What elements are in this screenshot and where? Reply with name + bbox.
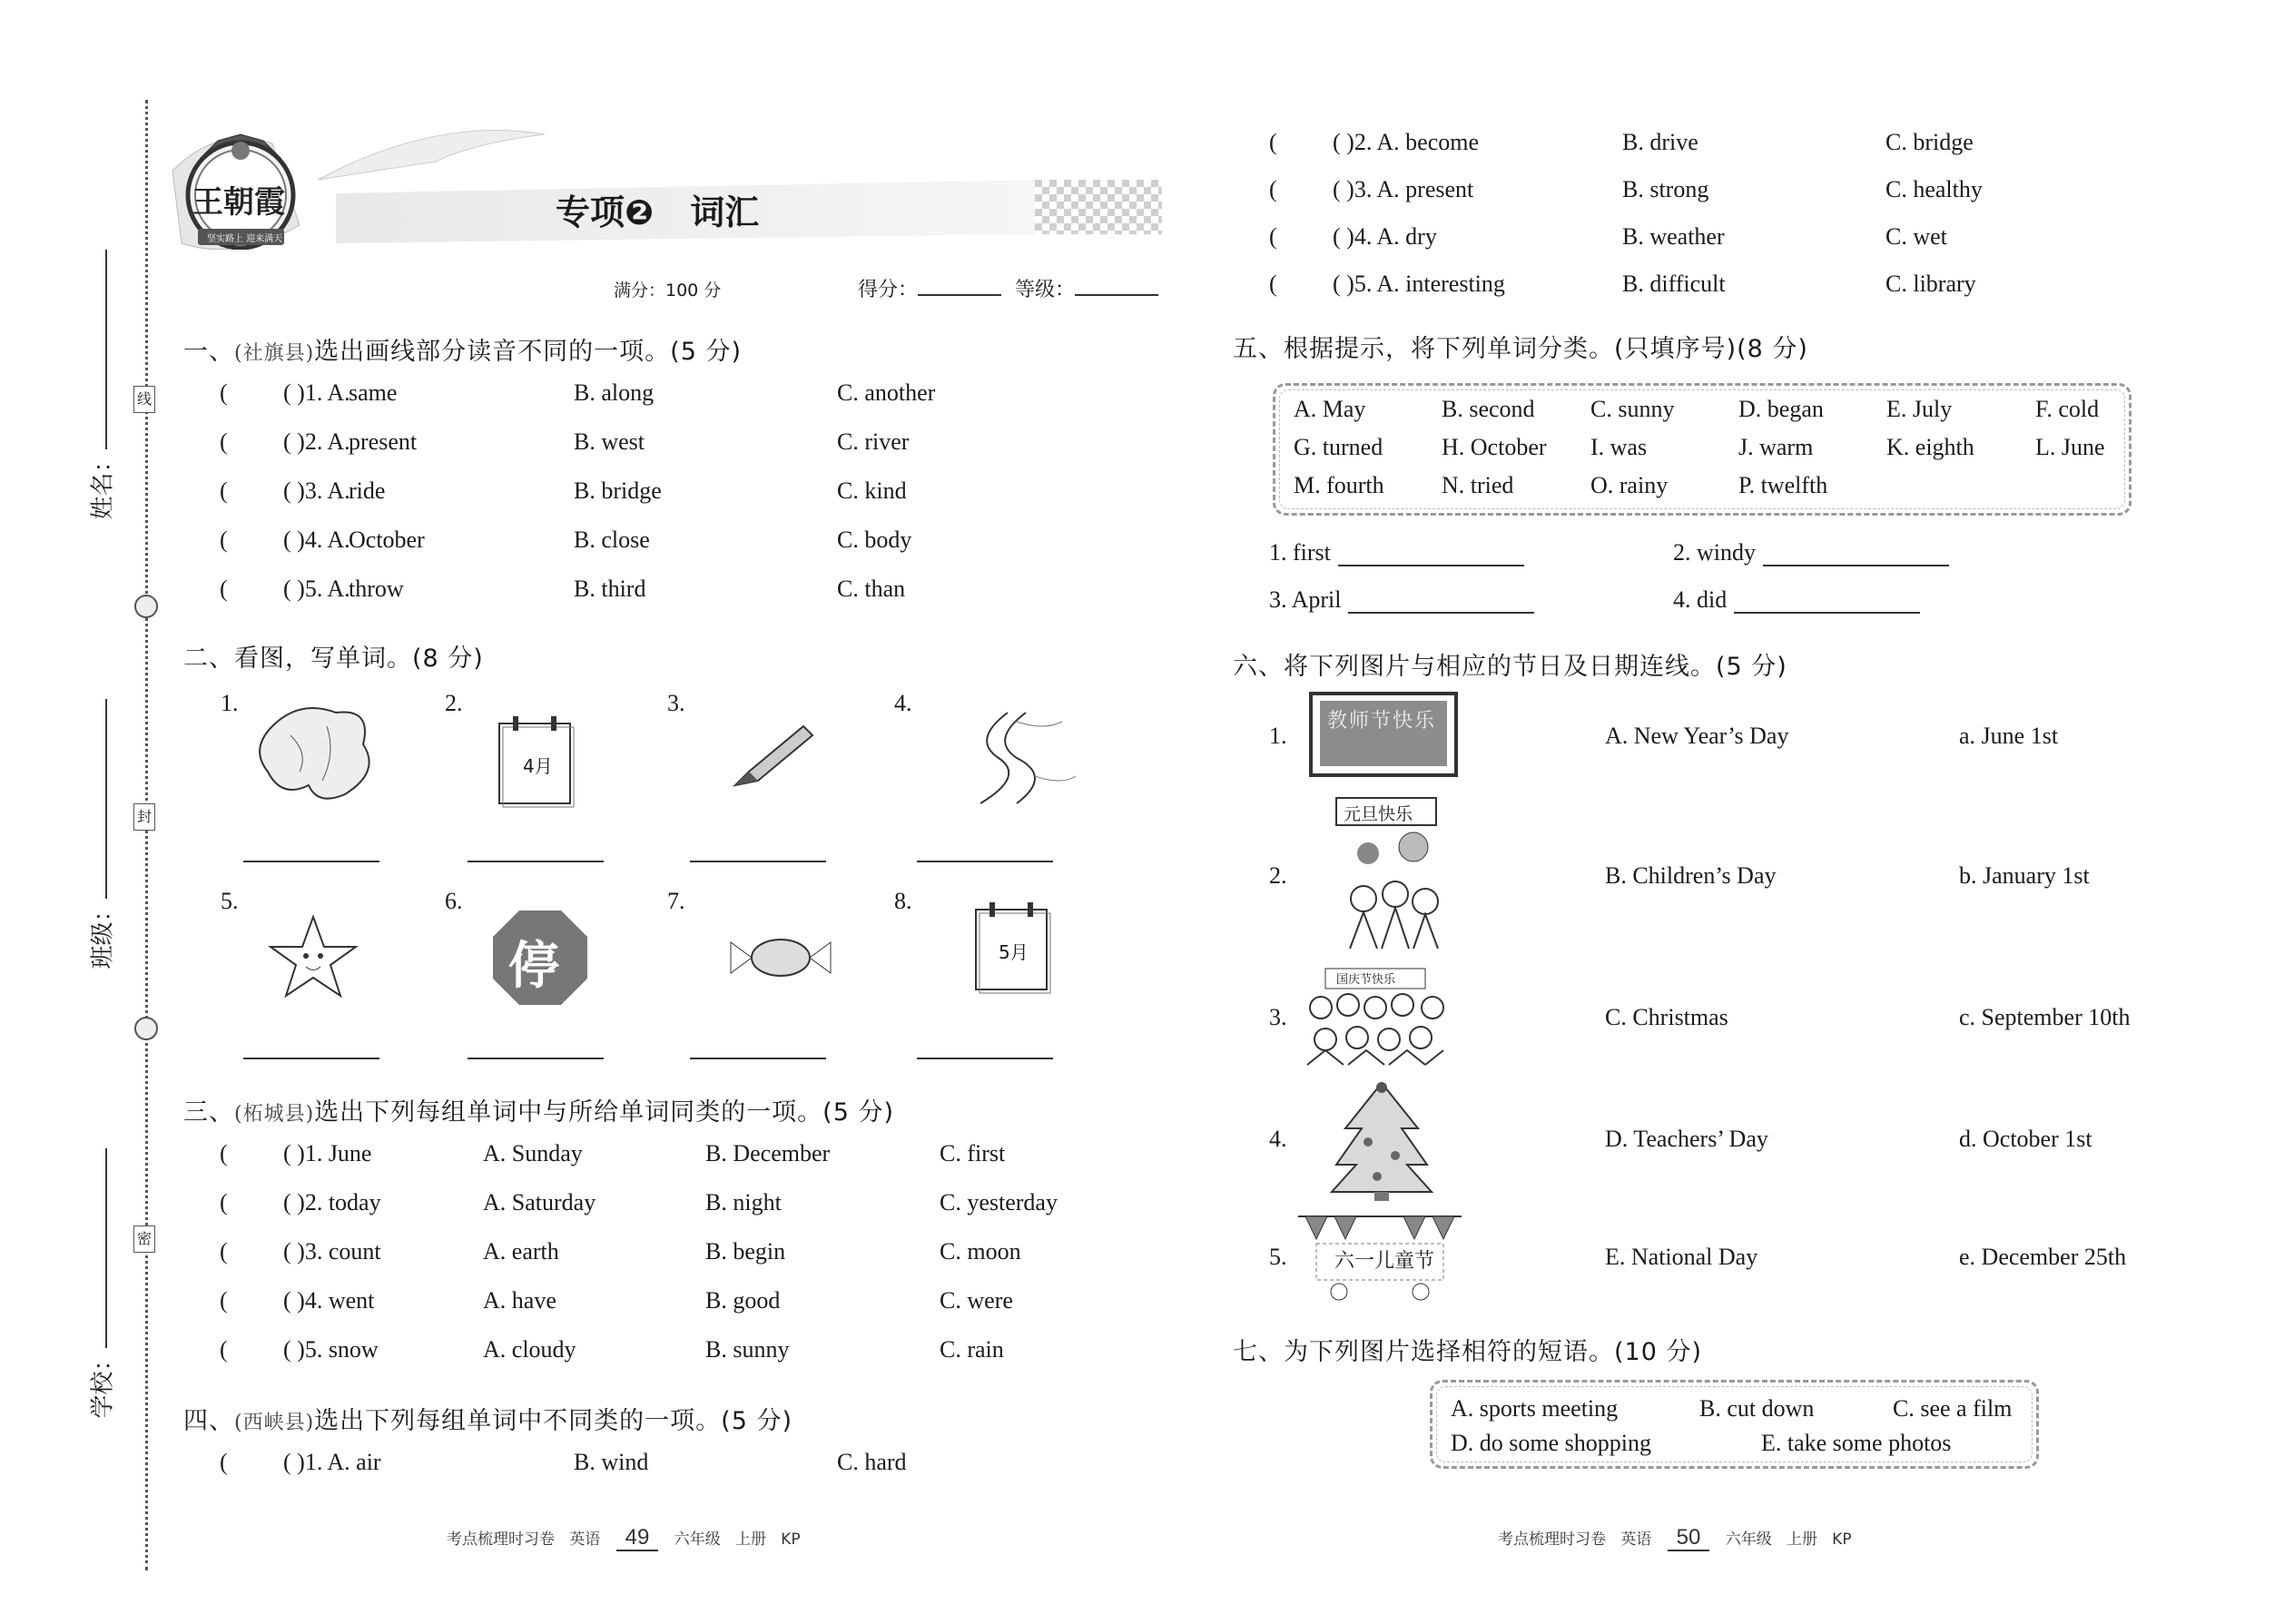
picture-number: 1.: [221, 690, 239, 716]
christmas-tree-picture: [1327, 1078, 1436, 1201]
stop-sign-text: 停: [508, 937, 559, 996]
title-prefix: 专项: [556, 192, 625, 232]
option-c: C. hard: [837, 1449, 907, 1475]
question-number: [283, 379, 350, 407]
option-b: B. drive: [1622, 129, 1698, 155]
picture-number: 7.: [667, 888, 685, 914]
candy-icon: [726, 926, 835, 989]
name-label: 姓名：: [89, 448, 117, 520]
section-1-title: 一、(社旗县)选出画线部分读音不同的一项。(5 分): [183, 338, 742, 366]
page-number-right: 50: [1668, 1525, 1710, 1551]
word-bank-item: A. May: [1294, 396, 1366, 422]
option-b: B. December: [705, 1140, 831, 1166]
footer-right: 考点梳理时习卷 英语 50 六年级 上册 KP: [1498, 1525, 1852, 1550]
holiday-option[interactable]: D. Teachers’ Day: [1605, 1126, 1768, 1152]
option-a: A. have: [483, 1287, 556, 1314]
childrens-day-banner-text: 六一儿童节: [1334, 1250, 1435, 1273]
question-label: ( )5. A. interesting: [1333, 271, 1505, 297]
word-bank-item: P. twelfth: [1738, 472, 1828, 498]
score-field[interactable]: [858, 274, 1001, 302]
category-label: 2. windy: [1673, 539, 1756, 566]
category-prompt: [1269, 539, 1524, 566]
phrase-a: A. sports meeting: [1451, 1395, 1619, 1422]
word-bank-item: J. warm: [1738, 434, 1814, 460]
question-label: ( )1. A. air: [283, 1449, 381, 1475]
answer-blank[interactable]: [468, 861, 604, 862]
option-b: B. weather: [1622, 223, 1725, 250]
option-c: C. first: [940, 1140, 1006, 1166]
section-5-title: 五、根据提示，将下列单词分类。(只填序号)(8 分): [1233, 335, 1808, 363]
calendar-april-text: 4月: [523, 755, 553, 777]
page-title: [556, 184, 759, 234]
question-label: ( )3. count: [283, 1238, 381, 1265]
word-bank-item: F. cold: [2035, 396, 2100, 422]
category-label: 4. did: [1673, 586, 1728, 613]
binding-ring-icon: [134, 1017, 158, 1040]
national-day-banner-text: 国庆节快乐: [1336, 973, 1396, 987]
option-b: B. difficult: [1622, 271, 1726, 297]
brand-logo-subtext: 坚实路上 迎来满天: [207, 234, 283, 244]
page-number-left: 49: [616, 1525, 659, 1551]
option-a: present: [349, 428, 418, 455]
map-picture: [245, 699, 381, 808]
word-bank-item: C. sunny: [1590, 396, 1675, 422]
answer-blank[interactable]: [243, 861, 379, 862]
option-c: C. healthy: [1885, 176, 1983, 202]
answer-blank[interactable]: [1338, 545, 1524, 566]
question-label: ( )3. A.: [283, 477, 350, 504]
option-c: C. yesterday: [940, 1189, 1058, 1216]
section-7-title: 七、为下列图片选择相符的短语。(10 分): [1233, 1338, 1703, 1366]
picture-number: 8.: [894, 888, 912, 914]
question-label: ( )5. snow: [283, 1336, 379, 1363]
picture-number: 5.: [221, 888, 239, 914]
score-label: 得分：: [858, 279, 919, 301]
section-3-title: 三、(柘城县)选出下列每组单词中与所给单词同类的一项。(5 分): [183, 1098, 894, 1127]
picture-number: 5.: [1269, 1244, 1287, 1270]
calendar-may-text: 5月: [999, 941, 1029, 963]
option-a: A. Sunday: [483, 1140, 583, 1166]
title-number: ❷: [625, 192, 655, 232]
answer-paren[interactable]: (: [220, 1449, 228, 1475]
name-write-line: [105, 250, 107, 449]
picture-number: 2.: [1269, 862, 1287, 889]
question-number: [283, 477, 350, 505]
phrase-b: B. cut down: [1699, 1395, 1815, 1422]
option-c: C. than: [837, 576, 906, 602]
date-option[interactable]: d. October 1st: [1959, 1126, 2092, 1152]
binding-dotted-line: [145, 100, 148, 1570]
picture-number: 3.: [667, 690, 685, 716]
answer-blank[interactable]: [690, 861, 826, 862]
option-a: throw: [349, 576, 404, 602]
answer-paren[interactable]: (: [220, 527, 228, 553]
answer-blank[interactable]: [917, 861, 1053, 862]
answer-paren[interactable]: (: [1269, 271, 1277, 297]
option-c: C. bridge: [1885, 129, 1974, 155]
picture-number: 1.: [1269, 723, 1287, 749]
full-score: 满分：100 分: [614, 281, 722, 300]
star-icon: [268, 912, 359, 1003]
seal-char-feng: 封: [133, 803, 155, 831]
answer-paren[interactable]: (: [220, 1287, 228, 1314]
question-label: ( )1. A.: [283, 379, 350, 406]
school-write-line: [105, 1148, 107, 1348]
title-main: 词汇: [690, 192, 760, 232]
date-option[interactable]: a. June 1st: [1959, 723, 2059, 749]
grade-field[interactable]: [1015, 274, 1158, 302]
phrase-c: C. see a film: [1893, 1395, 2013, 1422]
answer-paren[interactable]: (: [220, 1189, 228, 1216]
option-b: B. good: [705, 1287, 781, 1314]
phrase-e: E. take some photos: [1761, 1430, 1952, 1456]
option-a: A. cloudy: [483, 1336, 576, 1363]
question-label: ( )4. A.: [283, 527, 350, 553]
answer-paren[interactable]: (: [220, 1336, 228, 1363]
answer-paren[interactable]: (: [220, 428, 228, 455]
option-b: B. sunny: [705, 1336, 790, 1363]
binding-ring-icon: [134, 595, 158, 618]
question-number: [283, 428, 350, 456]
word-bank-item: D. began: [1738, 396, 1824, 422]
section-4-title: 四、(西峡县)选出下列每组单词中不同类的一项。(5 分): [183, 1407, 793, 1435]
category-prompt: [1673, 586, 1920, 614]
answer-paren[interactable]: (: [220, 1140, 228, 1166]
option-c: C. body: [837, 527, 912, 553]
answer-paren[interactable]: (: [220, 477, 228, 504]
date-option[interactable]: b. January 1st: [1959, 862, 2090, 889]
seal-char-mi: 密: [133, 1225, 155, 1253]
date-option[interactable]: e. December 25th: [1959, 1244, 2127, 1270]
picture-number: 6.: [445, 888, 463, 914]
option-c: C. another: [837, 379, 936, 406]
word-bank-item: N. tried: [1442, 472, 1514, 498]
grade-label: 等级：: [1015, 279, 1076, 301]
option-c: C. were: [940, 1287, 1013, 1314]
board-text: 教师节快乐: [1327, 710, 1437, 733]
question-label: ( )2. A. become: [1333, 129, 1480, 155]
option-b: B. begin: [705, 1238, 786, 1265]
picture-number: 3.: [1269, 1004, 1287, 1030]
answer-blank[interactable]: [690, 1058, 826, 1059]
picture-number: 2.: [445, 690, 463, 716]
word-bank-item: H. October: [1442, 434, 1547, 460]
answer-blank[interactable]: [1763, 545, 1949, 566]
question-label: ( )4. went: [283, 1287, 375, 1314]
holiday-option[interactable]: C. Christmas: [1605, 1004, 1728, 1030]
class-label: 班级：: [89, 898, 117, 969]
holiday-option[interactable]: A. New Year’s Day: [1605, 723, 1789, 749]
brand-logo-text: 王朝霞: [192, 184, 285, 221]
section-2-title: 二、看图，写单词。(8 分): [183, 645, 484, 673]
picture-number: 4.: [894, 690, 912, 716]
option-c: C. rain: [940, 1336, 1004, 1363]
option-a: A. Saturday: [483, 1189, 596, 1216]
option-a: October: [349, 527, 425, 553]
answer-blank[interactable]: [468, 1058, 604, 1059]
holiday-option[interactable]: E. National Day: [1605, 1244, 1758, 1270]
river-picture: [953, 704, 1080, 812]
seal-char-xian: 线: [133, 386, 155, 413]
question-label: ( )5. A.: [283, 576, 350, 602]
teachers-day-board-picture: [1307, 690, 1462, 781]
answer-paren[interactable]: (: [220, 576, 228, 602]
option-c: C. kind: [837, 477, 907, 504]
answer-paren[interactable]: (: [220, 1238, 228, 1265]
phrase-d: D. do some shopping: [1451, 1430, 1651, 1456]
option-b: B. west: [574, 428, 645, 455]
answer-paren[interactable]: (: [220, 379, 228, 406]
answer-blank[interactable]: [243, 1058, 379, 1059]
answer-paren[interactable]: (: [1269, 176, 1277, 202]
word-bank-item: K. eighth: [1886, 434, 1974, 460]
picture-number: 4.: [1269, 1126, 1287, 1152]
option-a: same: [349, 379, 398, 406]
question-label: ( )2. today: [283, 1189, 381, 1216]
word-bank-item: L. June: [2035, 434, 2105, 460]
category-prompt: [1269, 586, 1534, 614]
school-label: 学校：: [89, 1347, 117, 1419]
option-b: B. bridge: [574, 477, 662, 504]
option-c: C. moon: [940, 1238, 1021, 1265]
question-label: ( )1. June: [283, 1140, 372, 1166]
question-label: ( )3. A. present: [1333, 176, 1474, 202]
word-bank-item: I. was: [1590, 434, 1648, 460]
word-bank-item: B. second: [1442, 396, 1535, 422]
category-label: 3. April: [1269, 586, 1342, 613]
holiday-option[interactable]: B. Children’s Day: [1605, 862, 1777, 889]
question-number: [283, 576, 350, 603]
footer-left: 考点梳理时习卷 英语 49 六年级 上册 KP: [447, 1525, 801, 1550]
word-bank-item: G. turned: [1294, 434, 1383, 460]
word-bank-item: E. July: [1886, 396, 1953, 422]
question-label: ( )2. A.: [283, 428, 350, 455]
section-6-title: 六、将下列图片与相应的节日及日期连线。(5 分): [1233, 653, 1787, 681]
option-a: ride: [349, 477, 386, 504]
option-c: C. wet: [1885, 223, 1947, 250]
option-c: C. library: [1885, 271, 1976, 297]
category-prompt: [1673, 539, 1949, 566]
answer-blank[interactable]: [917, 1058, 1053, 1059]
question-number: [283, 527, 350, 554]
question-label: ( )4. A. dry: [1333, 223, 1437, 250]
option-c: C. river: [837, 428, 910, 455]
answer-blank[interactable]: [1348, 592, 1534, 614]
option-b: B. along: [574, 379, 655, 406]
answer-blank[interactable]: [1734, 592, 1920, 614]
date-option[interactable]: c. September 10th: [1959, 1004, 2131, 1030]
crayon-icon: [726, 722, 817, 794]
answer-paren[interactable]: (: [1269, 129, 1277, 155]
class-write-line: [105, 699, 107, 899]
word-bank-box: [1273, 383, 2132, 516]
word-bank-item: M. fourth: [1294, 472, 1384, 498]
option-b: B. wind: [574, 1449, 649, 1475]
answer-paren[interactable]: (: [1269, 223, 1277, 250]
option-b: B. strong: [1622, 176, 1709, 202]
new-year-banner-text: 元旦快乐: [1344, 804, 1413, 824]
option-b: B. close: [574, 527, 650, 553]
option-b: B. night: [705, 1189, 782, 1216]
category-label: 1. first: [1269, 539, 1331, 566]
option-a: A. earth: [483, 1238, 559, 1265]
option-b: B. third: [574, 576, 646, 602]
word-bank-item: O. rainy: [1590, 472, 1669, 498]
